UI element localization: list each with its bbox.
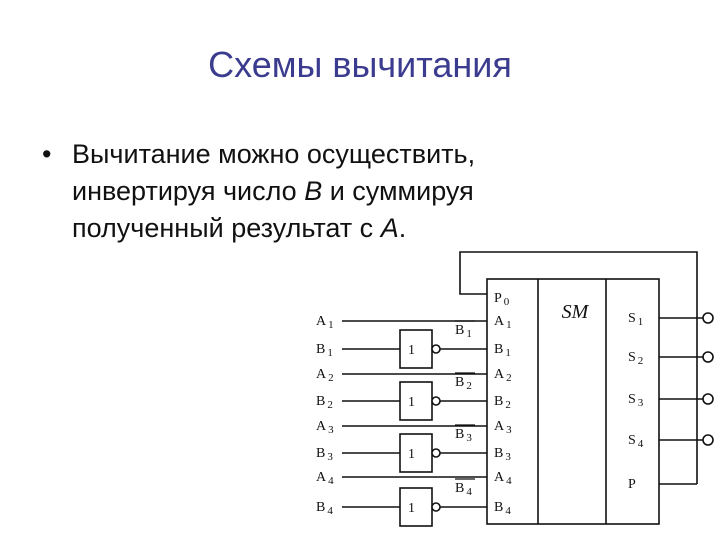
inverter-3-body (400, 434, 432, 472)
left-input-label-a3 (316, 419, 334, 436)
output-terminal-s2 (703, 352, 713, 362)
adder-input-label-a4-index: 4 (506, 475, 512, 487)
output-label-s4-index: 4 (637, 438, 644, 450)
adder-input-label-a2 (494, 367, 512, 384)
output-terminal-s3 (703, 394, 713, 404)
inverter-3-bubble (432, 449, 440, 457)
inverted-b4-label (455, 481, 472, 498)
inverted-b1-label-letter: B (455, 323, 465, 338)
inverter-2-bubble (432, 397, 440, 405)
output-label-s2 (628, 350, 643, 367)
inverters (400, 321, 487, 526)
adder-input-labels (494, 291, 512, 517)
output-label-s4-letter: S (628, 433, 636, 448)
bullet-line-2-text-a: инвертируя число (72, 176, 305, 206)
left-input-label-a1 (316, 314, 334, 331)
adder-input-label-b1-index: 1 (505, 347, 511, 359)
adder-input-label-b3-letter: B (494, 446, 504, 461)
left-input-label-b2 (316, 394, 333, 411)
inverter-1 (400, 321, 487, 368)
adder-input-label-a3-letter: A (494, 419, 505, 434)
slide-title: Схемы вычитания (208, 44, 512, 85)
output-label-s2-index: 2 (637, 355, 644, 367)
output-label-pcarry-letter: P (628, 477, 636, 492)
left-input-label-b4-letter: B (316, 500, 326, 515)
left-input-label-b2-letter: B (316, 394, 326, 409)
inverted-b2-label-index: 2 (466, 380, 472, 392)
output-terminal-s1 (703, 313, 713, 323)
output-label-s1-letter: S (628, 311, 636, 326)
output-label-s3-letter: S (628, 392, 636, 407)
adder-outputs (628, 311, 713, 492)
output-label-s1-index: 1 (637, 316, 644, 328)
left-input-label-a2 (316, 367, 334, 384)
left-input-label-a4 (316, 470, 334, 487)
output-label-s1 (628, 311, 643, 328)
left-input-label-b1 (316, 342, 333, 359)
adder-input-label-b2-index: 2 (505, 399, 511, 411)
adder-label: SM (561, 301, 589, 323)
adder-input-label-a2-index: 2 (506, 372, 512, 384)
inverter-2-body (400, 382, 432, 420)
bullet-line-1-text: Вычитание можно осуществить, (72, 139, 476, 169)
inverted-b3-label (455, 427, 472, 444)
adder-input-label-b1-letter: B (494, 342, 504, 357)
adder-input-label-p0 (494, 291, 510, 308)
left-input-label-a2-index: 2 (328, 372, 334, 384)
inverted-b2-label (455, 375, 472, 392)
left-input-label-b3 (316, 446, 333, 463)
left-input-label-b1-index: 1 (327, 347, 333, 359)
adder-input-label-b3 (494, 446, 511, 463)
inverter-2 (400, 373, 487, 420)
left-input-label-b3-letter: B (316, 446, 326, 461)
bullet-line-3-text-c: . (398, 213, 407, 243)
inverter-4 (400, 479, 487, 526)
adder-input-label-a4-letter: A (494, 470, 505, 485)
inverter-4-body (400, 488, 432, 526)
adder-input-label-p0-index: 0 (503, 296, 510, 308)
inverter-1-bubble (432, 345, 440, 353)
left-input-label-b1-letter: B (316, 342, 326, 357)
inverted-b1-label-index: 1 (466, 328, 472, 340)
adder-input-label-a1-index: 1 (506, 319, 512, 331)
left-input-label-a4-index: 4 (328, 475, 334, 487)
inverted-b1-label (455, 323, 472, 340)
bullet-line-3-text-a: полученный результат с (72, 213, 381, 243)
left-input-label-a1-index: 1 (328, 319, 334, 331)
left-input-label-b3-index: 3 (327, 451, 333, 463)
output-label-s2-letter: S (628, 350, 636, 365)
adder-input-label-a4 (494, 470, 512, 487)
inverter-1-label: 1 (408, 343, 415, 358)
adder-input-label-p0-letter: P (494, 291, 502, 306)
adder-input-label-b2-letter: B (494, 394, 504, 409)
adder-input-label-a3-index: 3 (506, 424, 512, 436)
left-input-label-a3-index: 3 (328, 424, 334, 436)
adder-input-label-b4-index: 4 (505, 505, 511, 517)
left-input-label-b4-index: 4 (327, 505, 333, 517)
inverted-b4-label-letter: B (455, 481, 465, 496)
left-input-label-a3-letter: A (316, 419, 327, 434)
left-input-label-a2-letter: A (316, 367, 327, 382)
inverter-4-bubble (432, 503, 440, 511)
adder-input-label-a2-letter: A (494, 367, 505, 382)
left-input-label-b2-index: 2 (327, 399, 333, 411)
adder-input-label-b4-letter: B (494, 500, 504, 515)
output-terminal-s4 (703, 435, 713, 445)
inverter-4-label: 1 (408, 501, 415, 516)
inverted-b3-label-letter: B (455, 427, 465, 442)
adder-input-label-a1-letter: A (494, 314, 505, 329)
left-input-label-a4-letter: A (316, 470, 327, 485)
inverted-b4-label-index: 4 (466, 486, 472, 498)
adder-input-label-b2 (494, 394, 511, 411)
output-label-s4 (628, 433, 644, 450)
inverter-3-label: 1 (408, 447, 415, 462)
adder-input-label-a3 (494, 419, 512, 436)
output-label-s3 (628, 392, 644, 409)
bullet-line-2-text-c: и суммируя (322, 176, 474, 206)
adder-input-label-b3-index: 3 (505, 451, 511, 463)
inverter-2-label: 1 (408, 395, 415, 410)
inverted-b3-label-index: 3 (466, 432, 472, 444)
inverted-b2-label-letter: B (455, 375, 465, 390)
bullet-variable-b: B (304, 176, 323, 206)
output-label-pcarry (628, 477, 636, 492)
adder-input-label-a1 (494, 314, 512, 331)
inverter-3 (400, 425, 487, 472)
bullet-dot: • (42, 139, 52, 169)
left-input-label-b4 (316, 500, 333, 517)
inverter-1-body (400, 330, 432, 368)
bullet-variable-a: A (380, 213, 399, 243)
adder-input-label-b1 (494, 342, 511, 359)
output-label-s3-index: 3 (637, 397, 644, 409)
left-input-label-a1-letter: A (316, 314, 327, 329)
adder-input-label-b4 (494, 500, 511, 517)
